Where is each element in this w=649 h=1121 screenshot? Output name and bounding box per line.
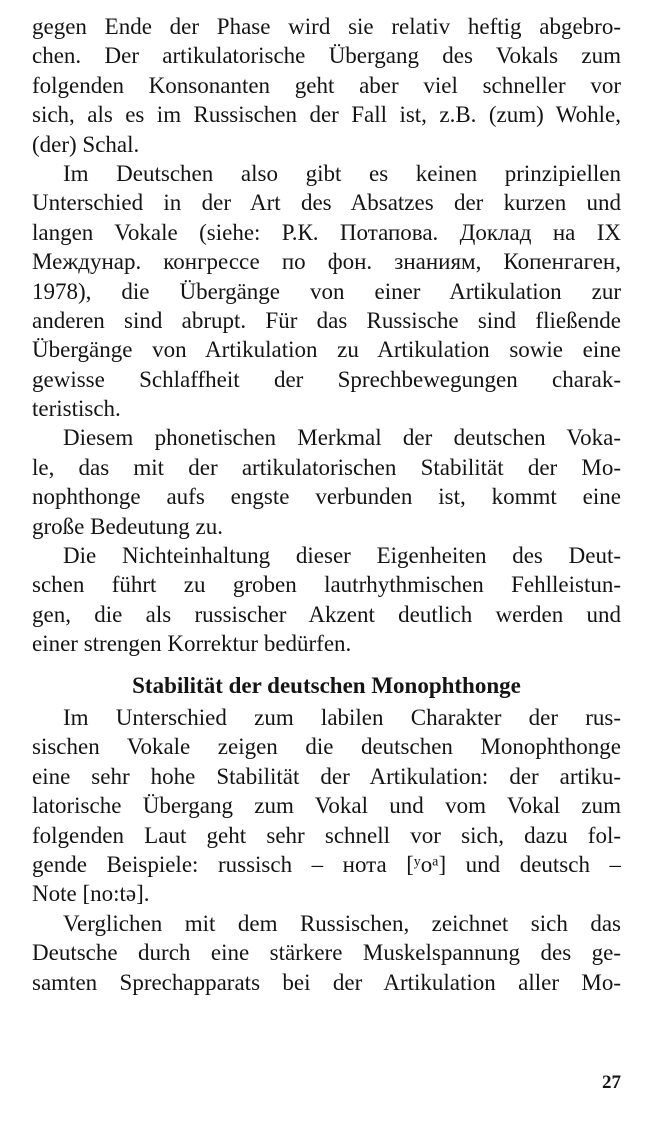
text-line: Deutsche durch eine stärkere Muskelspannung des ge- [32, 940, 621, 966]
page-text [32, 12, 621, 997]
text-line: 1978), die Übergänge von einer Artikulation zur [32, 278, 621, 304]
text-line: nophthonge aufs engste verbunden ist, kommt eine [32, 484, 621, 510]
text-line: Междунар. конгрессе по фон. знаниям, Копенгаген, [32, 249, 621, 275]
text-line: große Bedeutung zu. [32, 513, 223, 539]
text-line: latorische Übergang zum Vokal und vom Vokal zum [32, 793, 621, 819]
paragraph [32, 159, 621, 424]
text-line: gegen Ende der Phase wird sie relativ heftig abgebro- [32, 14, 621, 39]
text-line: Im Deutschen also gibt es keinen prinzipiellen [63, 160, 621, 186]
text-line: (der) Schal. [32, 131, 140, 157]
text-line: einer strengen Korrektur bedürfen. [32, 631, 352, 657]
text-line: Die Nichteinhaltung dieser Eigenheiten des Deut- [63, 543, 621, 569]
text-line: Note [no:tə]. [32, 881, 150, 907]
page-number: 27 [602, 1072, 621, 1093]
text-line: chen. Der artikulatorische Übergang des Vokals zum [32, 43, 621, 69]
text-line: schen führt zu groben lautrhythmischen Fehlleistun- [32, 572, 621, 598]
text-line: Diesem phonetischen Merkmal der deutschen Voka- [63, 425, 621, 451]
text-line: teristisch. [32, 396, 121, 422]
text-line: Im Unterschied zum labilen Charakter der rus- [63, 704, 621, 730]
text-line: gen, die als russischer Akzent deutlich werden und [32, 601, 621, 627]
paragraph [32, 423, 621, 541]
text-line: anderen sind abrupt. Für das Russische sind fließende [32, 307, 621, 333]
text-line: Übergänge von Artikulation zu Artikulation sowie eine [32, 337, 621, 363]
text-line: sischen Vokale zeigen die deutschen Monophthonge [32, 734, 621, 760]
text-line: Unterschied in der Art des Absatzes der kurzen und [32, 190, 621, 216]
text-line: sich, als es im Russischen der Fall ist, z.B. (zum) Wohle, [32, 102, 621, 128]
text-line: folgenden Konsonanten geht aber viel schneller vor [32, 72, 621, 98]
text-line: gende Beispiele: russisch – нота [ʸoᵃ] und deutsch – [32, 851, 621, 877]
paragraph [32, 12, 621, 159]
text-line: eine sehr hohe Stabilität der Artikulation: der artiku- [32, 763, 621, 789]
section-heading: Stabilität der deutschen Monophthonge [132, 672, 521, 698]
paragraph [32, 909, 621, 997]
paragraph [32, 703, 621, 909]
text-line: samten Sprechapparats bei der Artikulation aller Mo- [32, 969, 621, 995]
text-line: folgenden Laut geht sehr schnell vor sich, dazu fol- [32, 822, 621, 848]
text-line: gewisse Schlaffheit der Sprechbewegungen charak- [32, 366, 621, 392]
text-line: Verglichen mit dem Russischen, zeichnet sich das [63, 910, 621, 936]
text-line: le, das mit der artikulatorischen Stabilität der Mo- [32, 454, 621, 480]
text-line: langen Vokale (siehe: Р.К. Потапова. Доклад на IX [32, 219, 621, 245]
paragraph [32, 541, 621, 659]
